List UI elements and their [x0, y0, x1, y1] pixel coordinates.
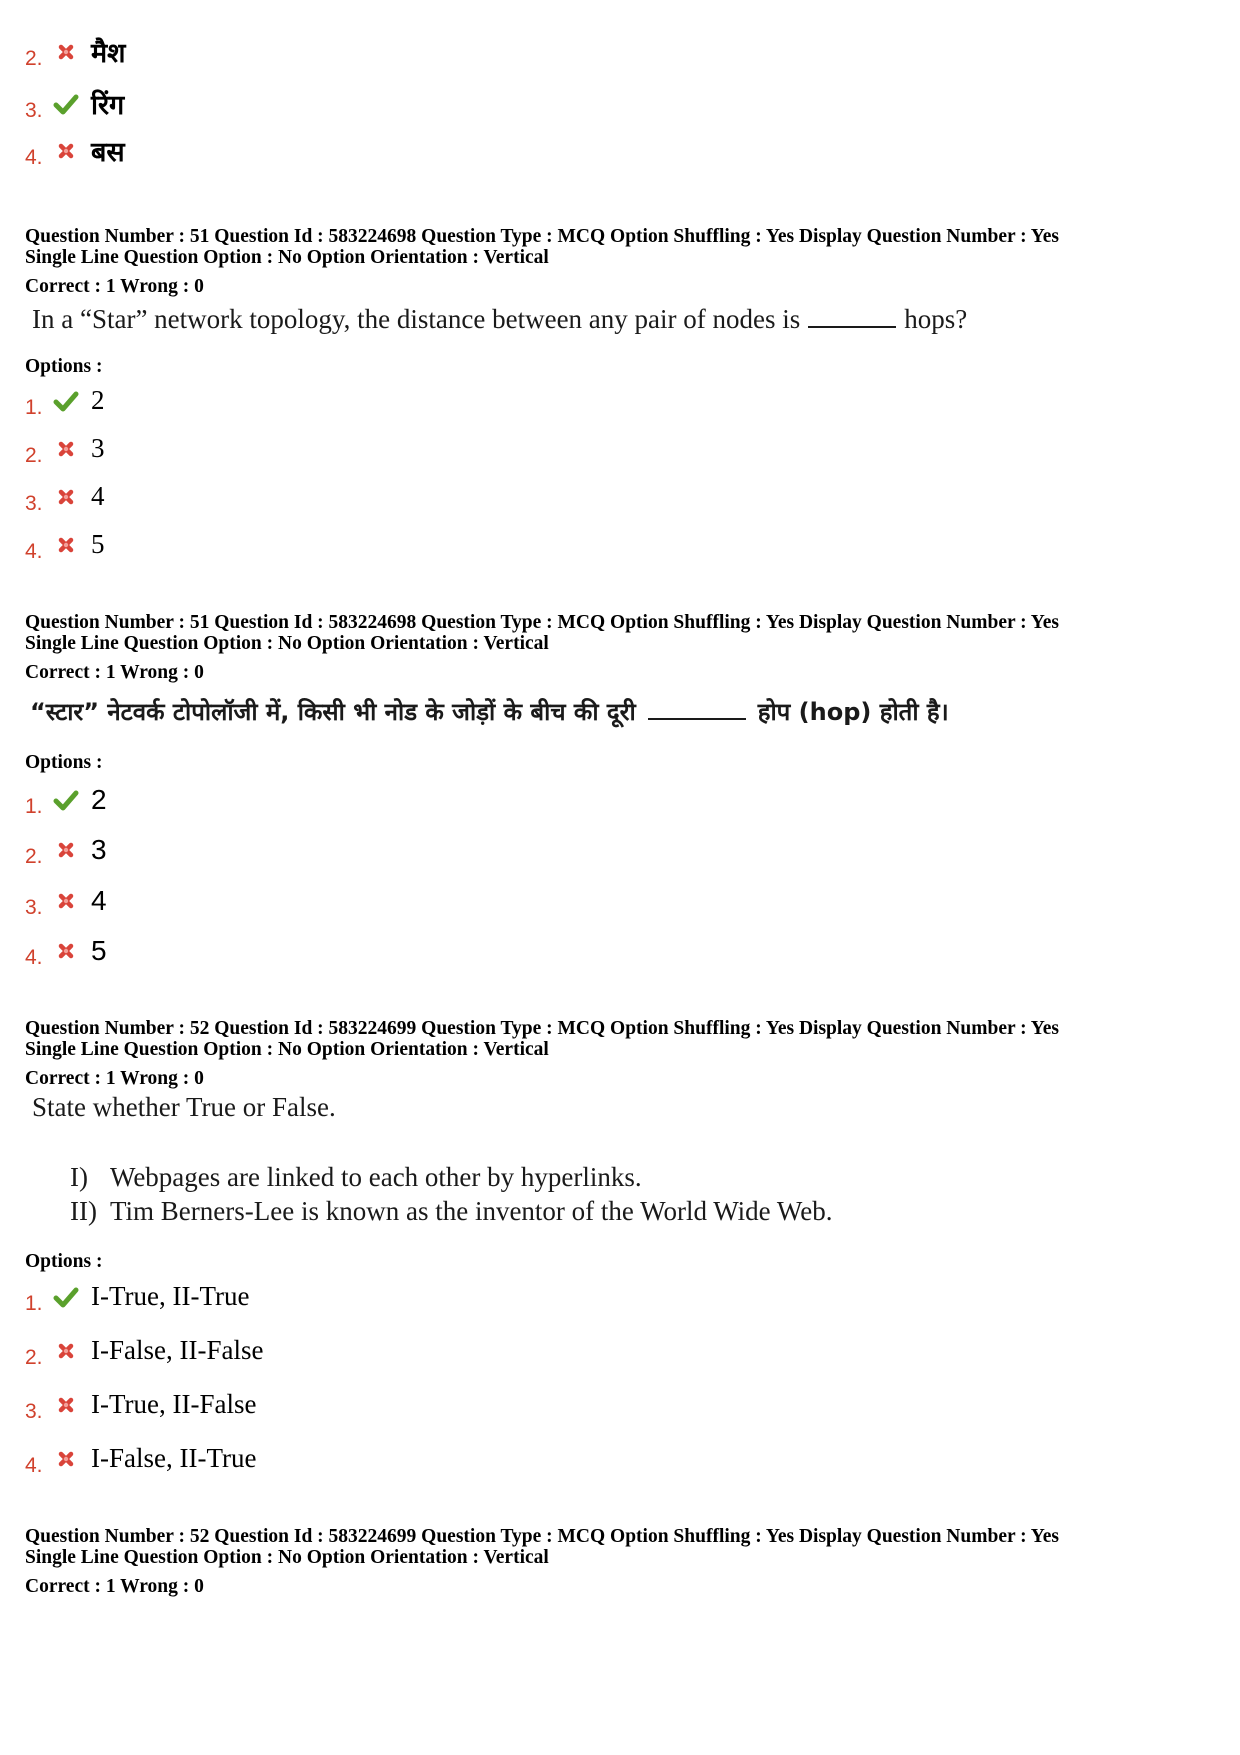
question-meta-line1: Question Number : 51 Question Id : 583224698 Question Type : MCQ Option Shuffling : Yes Display Question Number : Yes: [25, 612, 1059, 633]
option-text: रिंग: [91, 90, 125, 121]
option-text: I-False, II-False: [91, 1335, 264, 1365]
option-number: 1.: [25, 395, 43, 419]
option-number: 2.: [25, 1345, 43, 1369]
question-score: Correct : 1 Wrong : 0: [25, 276, 204, 297]
prev-option-3: [25, 85, 124, 122]
option-text: मैश: [91, 38, 126, 69]
option-number: 3.: [25, 491, 43, 515]
cross-icon: [53, 938, 79, 964]
cross-icon: [53, 1392, 79, 1418]
option-text: I-True, II-True: [91, 1281, 250, 1311]
answer-blank: [808, 306, 896, 328]
option-number: 2.: [25, 443, 43, 467]
check-icon: [53, 1284, 79, 1310]
statement-text: Webpages are linked to each other by hyperlinks.: [110, 1162, 642, 1192]
option-text: 4: [91, 885, 107, 916]
option-4: [25, 1443, 257, 1477]
cross-icon: [53, 138, 79, 164]
option-text: I-False, II-True: [91, 1443, 257, 1473]
option-text: 3: [91, 834, 107, 865]
question-score: Correct : 1 Wrong : 0: [25, 1068, 204, 1089]
option-number: 2.: [25, 845, 43, 868]
option-number: 4.: [25, 1453, 43, 1477]
option-number: 3.: [25, 98, 43, 122]
option-1: [25, 784, 107, 816]
prev-option-2: [25, 33, 126, 70]
option-text: 5: [91, 529, 105, 559]
question-text-before: In a “Star” network topology, the distance between any pair of nodes is: [32, 304, 801, 334]
cross-icon: [53, 837, 79, 863]
question-meta-line2: Single Line Question Option : No Option Orientation : Vertical: [25, 1039, 549, 1060]
statement-label: II): [70, 1196, 97, 1226]
statement-text: Tim Berners-Lee is known as the inventor of the World Wide Web.: [110, 1196, 833, 1226]
statement-2: [70, 1196, 832, 1227]
options-label: Options :: [25, 356, 103, 377]
cross-icon: [53, 39, 79, 65]
question-text-after: hops?: [904, 304, 968, 334]
question-text-after: होप (hop) होती है।: [757, 698, 949, 726]
option-text: 2: [91, 385, 105, 415]
option-number: 2.: [25, 46, 43, 70]
option-text: 5: [91, 935, 107, 966]
option-3: [25, 885, 107, 917]
question-score: Correct : 1 Wrong : 0: [25, 662, 204, 683]
option-number: 1.: [25, 1291, 43, 1315]
cross-icon: [53, 532, 79, 558]
answer-blank: [648, 700, 746, 720]
statement-label: I): [70, 1162, 88, 1192]
cross-icon: [53, 1446, 79, 1472]
option-text: 4: [91, 481, 105, 511]
question-text: [30, 695, 949, 728]
option-number: 4.: [25, 946, 43, 969]
option-2: [25, 1335, 264, 1369]
option-number: 3.: [25, 1399, 43, 1423]
question-score: Correct : 1 Wrong : 0: [25, 1576, 204, 1597]
question-meta-line2: Single Line Question Option : No Option Orientation : Vertical: [25, 1547, 549, 1568]
option-text: I-True, II-False: [91, 1389, 257, 1419]
cross-icon: [53, 484, 79, 510]
question-meta-line1: Question Number : 52 Question Id : 583224699 Question Type : MCQ Option Shuffling : Yes Display Question Number : Yes: [25, 1018, 1059, 1039]
question-meta-line2: Single Line Question Option : No Option Orientation : Vertical: [25, 633, 549, 654]
question-text-before: “स्टार” नेटवर्क टोपोलॉजी में, किसी भी नोड के जोड़ों के बीच की दूरी: [30, 698, 636, 726]
option-number: 4.: [25, 539, 43, 563]
cross-icon: [53, 436, 79, 462]
option-text: 3: [91, 433, 105, 463]
question-meta-line2: Single Line Question Option : No Option Orientation : Vertical: [25, 247, 549, 268]
prev-option-4: [25, 132, 125, 169]
option-text: बस: [91, 137, 125, 168]
option-4: [25, 935, 107, 967]
cross-icon: [53, 888, 79, 914]
question-text: [32, 304, 967, 335]
statement-1: [70, 1162, 642, 1193]
option-1: [25, 385, 105, 419]
question-meta-line1: Question Number : 51 Question Id : 583224698 Question Type : MCQ Option Shuffling : Yes Display Question Number : Yes: [25, 226, 1059, 247]
option-text: 2: [91, 784, 107, 815]
option-number: 3.: [25, 896, 43, 919]
option-3: [25, 1389, 257, 1423]
cross-icon: [53, 1338, 79, 1364]
option-1: [25, 1281, 250, 1315]
option-3: [25, 481, 105, 515]
option-2: [25, 433, 105, 467]
options-label: Options :: [25, 752, 103, 773]
option-number: 4.: [25, 145, 43, 169]
options-label: Options :: [25, 1251, 103, 1272]
check-icon: [53, 787, 79, 813]
option-4: [25, 529, 105, 563]
check-icon: [53, 388, 79, 414]
option-number: 1.: [25, 795, 43, 818]
option-2: [25, 834, 107, 866]
question-meta-line1: Question Number : 52 Question Id : 583224699 Question Type : MCQ Option Shuffling : Yes Display Question Number : Yes: [25, 1526, 1059, 1547]
check-icon: [53, 91, 79, 117]
question-text: State whether True or False.: [32, 1092, 336, 1122]
